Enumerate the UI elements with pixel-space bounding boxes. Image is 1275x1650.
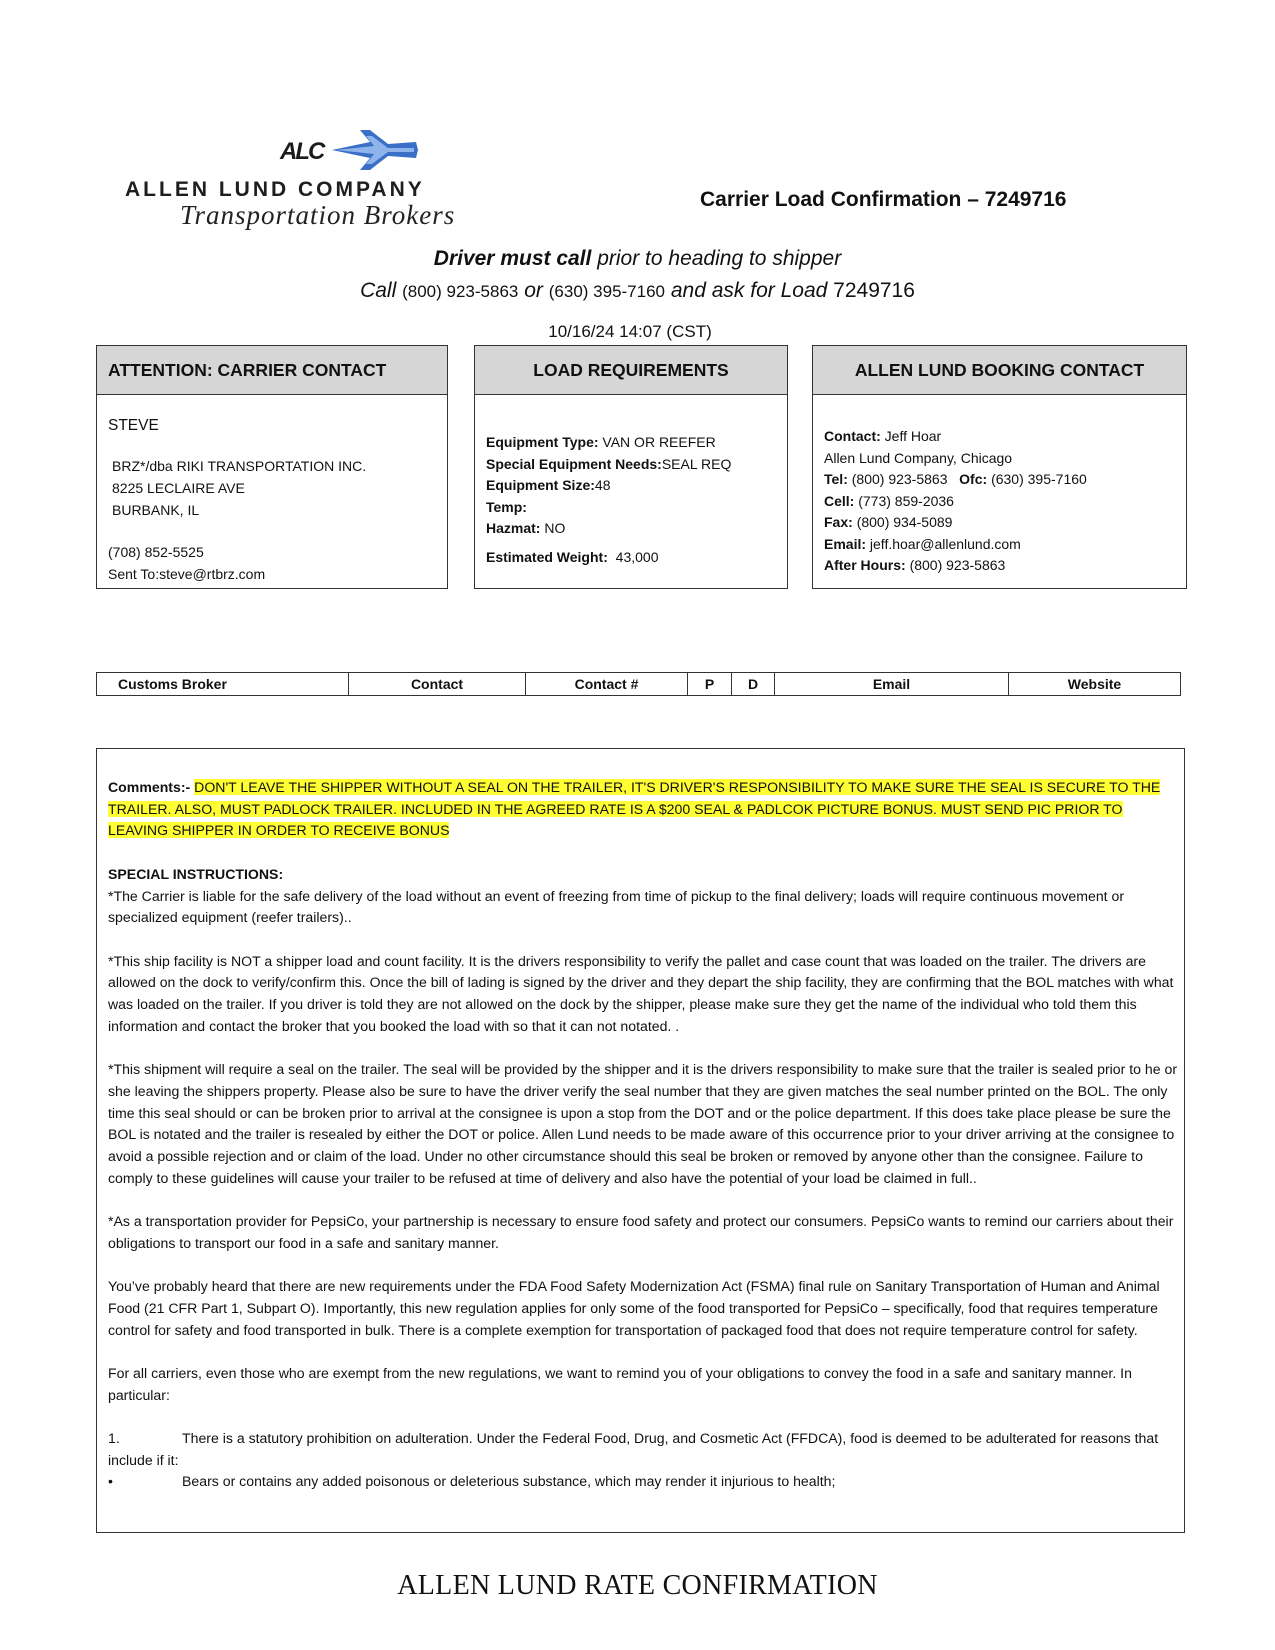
booking-after-hours-row: After Hours: (800) 923-5863 [824,557,1006,573]
booking-cell: (773) 859-2036 [858,492,954,509]
booking-email: jeff.hoar@allenlund.com [869,535,1021,552]
timestamp: 10/16/24 14:07 (CST) [548,322,712,341]
col-website: Website [1009,673,1181,696]
booking-fax: (800) 934-5089 [856,514,953,530]
booking-contact-body [813,395,1186,577]
logo-mark: ALC [280,138,324,165]
customs-broker-table [96,672,1181,696]
carrier-company: BRZ*/dba RIKI TRANSPORTATION INC. [112,458,367,474]
carrier-address-2: BURBANK, IL [112,502,200,518]
hazmat: NO [544,520,566,536]
logo-tagline: Transportation Brokers [180,200,456,230]
col-customs-broker: Customs Broker [97,673,349,696]
carrier-contact-box [96,345,448,589]
numbered-item [108,1428,1178,1471]
special-equipment-row: Special Equipment Needs:SEAL REQ [486,455,732,472]
footer-title: ALLEN LUND RATE CONFIRMATION [397,1570,878,1601]
load-requirements-header: LOAD REQUIREMENTS [475,346,787,395]
col-email: Email [775,673,1009,696]
booking-tel: (800) 923-5863 [851,471,948,487]
hazmat-row: Hazmat: NO [486,520,566,536]
col-p: P [688,673,732,696]
carrier-phone: (708) 852-5525 [108,544,204,560]
col-contact: Contact [349,673,526,696]
equipment-type-row: Equipment Type: VAN OR REEFER [486,434,716,450]
booking-contact-row: Contact: Jeff Hoar [824,428,942,444]
temp-row: Temp: [486,498,527,515]
company-logo [125,128,595,238]
numbered-item-text: There is a statutory prohibition on adulteration. Under the Federal Food, Drug, and Cosmetic Act (FFDCA), food is deemed to be adulterated for reasons that include if it: [108,1429,1159,1468]
carrier-sent-to: Sent To:steve@rtbrz.com [108,566,266,582]
logo-company-name: ALLEN LUND COMPANY [125,178,425,201]
load-requirements-box [474,345,788,589]
special-instructions-heading: SPECIAL INSTRUCTIONS: [108,865,284,882]
load-requirements-body [475,395,787,568]
instruction-paragraph: *This ship facility is NOT a shipper load and count facility. It is the drivers responsibility to verify the pallet and case count that was loaded on the trailer. The drivers are allowed on the dock to verify/confirm this. Once the bill of lading is signed by the driver and they depart the ship facility, they are confirming that the BOL matches with what was loaded on the trailer. If you driver is told they are not allowed on the dock by the shipper, please make sure they get the name of the individual who told them this information and contact the broker that you booked the load with so that it can not notated. . [108,952,1174,1034]
estimated-weight-row: Estimated Weight: 43,000 [486,548,659,565]
call-or: or [524,279,543,302]
instruction-paragraph: You’ve probably heard that there are new requirements under the FDA Food Safety Modernization Act (FSMA) final rule on Sanitary Transportation of Human and Animal Food (21 CFR Part 1, Subpart O). Importantly, this new regulation applies for only some of the food transported for PepsiCo – specifically, food that requires temperature control for safety and food transported in bulk. There is a complete exemption for transportation of packaged food that does not require temperature control for safety. [108,1278,1160,1338]
instruction-paragraph: For all carriers, even those who are exempt from the new regulations, we want to remind you of your obligations to convey the food in a safe and sanitary manner. In particular: [108,1364,1132,1403]
col-d: D [732,673,775,696]
comments-paragraph [108,777,1178,842]
instruction-paragraph: *The Carrier is liable for the safe delivery of the load without an event of freezing from time of pickup to the final delivery; loads will require continuous movement or specialized equipment (reefer trailers).. [108,887,1125,926]
table-header-row [97,673,1181,696]
booking-ofc: (630) 395-7160 [991,471,1087,487]
equipment-size: 48 [594,477,611,493]
bullet-item [108,1471,1178,1493]
instruction-paragraph: *This shipment will require a seal on the trailer. The seal will be provided by the shipper and it is the drivers responsibility to make sure that the trailer is sealed prior to he or she leaving the shippers property. Please also be sure to have the driver verify the seal number that they are given matches the seal number printed on the BOL. The only time this seal should or can be broken prior to arrival at the consignee is upon a stop from the DOT and or the police department. If this does take place please be sure the BOL is notated and the trailer is resealed by either the DOT or police. Allen Lund needs to be made aware of this occurrence prior to your driver arriving at the consignee to avoid a possible rejection and or claim of the load. Under no other circumstance should this seal be broken or removed by anyone other than the consignee. Failure to comply to these guidelines will cause your trailer to be refused at time of delivery and also have the potential of your load be claimed in full.. [108,1061,1178,1186]
estimated-weight: 43,000 [615,548,659,565]
booking-email-row: Email: jeff.hoar@allenlund.com [824,535,1021,552]
call-ask: and ask for Load [670,279,828,302]
call-phone-2: (630) 395-7160 [548,282,666,301]
numbered-item-marker: 1. [108,1429,120,1446]
driver-notice-rest: prior to heading to shipper [597,247,842,270]
booking-contact-name: Jeff Hoar [884,428,942,444]
bullet-marker: • [108,1473,113,1490]
page-title: Carrier Load Confirmation – 7249716 [700,188,1067,211]
booking-company: Allen Lund Company, Chicago [824,449,1013,466]
carrier-contact-header: ATTENTION: CARRIER CONTACT [97,346,447,395]
col-contact-number: Contact # [526,673,688,696]
comments-label: Comments:- [108,779,191,795]
call-phone-1: (800) 923-5863 [402,282,519,301]
comments-text: DON'T LEAVE THE SHIPPER WITHOUT A SEAL ON THE TRAILER, IT'S DRIVER'S RESPONSIBILITY TO MAKE SURE THE SEAL IS SECURE TO THE TRAILER. ALSO, MUST PADLOCK TRAILER. INCLUDED IN THE AGREED RATE IS A $200 SEAL & PADLCOK PICTURE BONUS. MUST SEND PIC PRIOR TO LEAVING SHIPPER IN ORDER TO RECEIVE BONUS [108,779,1161,839]
equipment-size-row: Equipment Size:48 [486,477,611,493]
comments-content [108,777,1178,1493]
booking-cell-row: Cell: (773) 859-2036 [824,492,954,509]
booking-contact-box [812,345,1187,589]
plane-logo-icon [330,128,420,172]
carrier-address-1: 8225 LECLAIRE AVE [112,480,245,496]
booking-tel-row: Tel: (800) 923-5863 Ofc: (630) 395-7160 [824,471,1087,487]
carrier-contact-name: STEVE [108,417,159,434]
call-word: Call [360,279,397,302]
equipment-type: VAN OR REEFER [602,434,716,450]
booking-after-hours: (800) 923-5863 [909,557,1006,573]
call-load-number: 7249716 [833,279,915,302]
bullet-text: Bears or contains any added poisonous or deleterious substance, which may render it injurious to health; [182,1473,836,1490]
comments-box [96,748,1185,1533]
instruction-paragraph: *As a transportation provider for PepsiCo, your partnership is necessary to ensure food safety and protect our consumers. PepsiCo wants to remind our carriers about their obligations to transport our food in a safe and sanitary manner. [108,1213,1174,1251]
driver-notice-bold: Driver must call [433,247,592,270]
booking-contact-header: ALLEN LUND BOOKING CONTACT [813,346,1186,395]
booking-fax-row: Fax: (800) 934-5089 [824,514,953,530]
special-equipment: SEAL REQ [661,455,732,472]
call-line [0,279,1275,303]
driver-notice [0,247,1275,271]
